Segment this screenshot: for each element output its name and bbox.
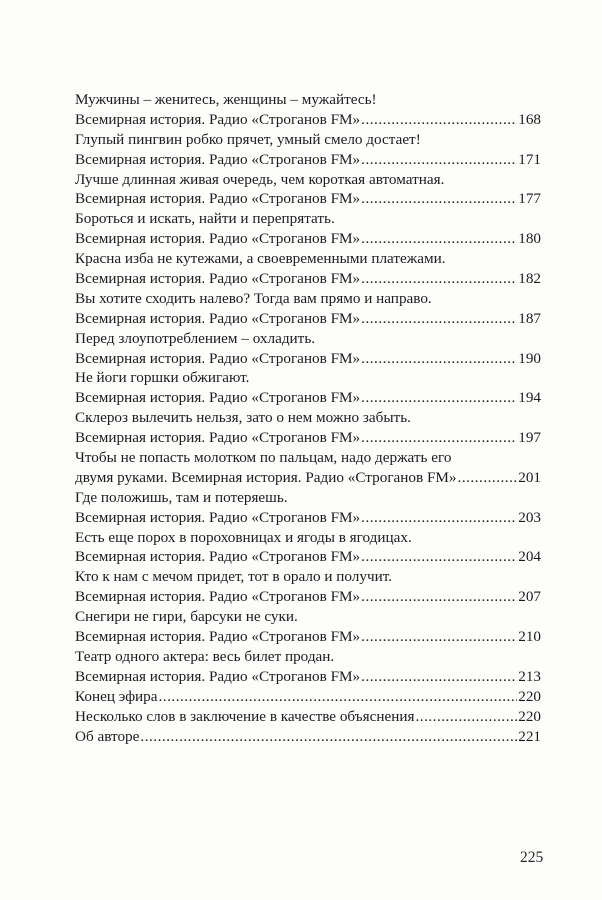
toc-entry [75,309,541,329]
toc-text: Лучше длинная живая очередь, чем короткая автоматная. [75,170,445,188]
toc-page-number: 210 [518,628,541,646]
toc-text: Всемирная история. Радио «Строганов FM» [75,110,361,128]
toc-entry [75,349,541,369]
toc-page-number: 180 [518,230,541,248]
toc-page-number: 177 [518,190,541,208]
toc-chapter-title [75,130,541,150]
toc-text: Всемирная история. Радио «Строганов FM» [75,628,361,646]
toc-text: Глупый пингвин робко прячет, умный смело достает! [75,130,421,148]
toc-text: Всемирная история. Радио «Строганов FM» [75,349,361,367]
toc-text: Всемирная история. Радио «Строганов FM» [75,667,361,685]
toc-text: Всемирная история. Радио «Строганов FM» [75,230,361,248]
toc-chapter-title [75,329,541,349]
toc-chapter-title [75,289,541,309]
dot-leader [361,309,517,329]
toc-chapter-title [75,528,541,548]
dot-leader [415,707,517,727]
toc-text: Несколько слов в заключение в качестве объяснения [75,707,415,725]
toc-text: Бороться и искать, найти и перепрятать. [75,210,335,228]
toc-text: Конец эфира [75,687,158,705]
toc-entry [75,468,541,488]
toc-text: Всемирная история. Радио «Строганов FM» [75,508,361,526]
toc-text: Всемирная история. Радио «Строганов FM» [75,429,361,447]
toc-text: Всемирная история. Радио «Строганов FM» [75,150,361,168]
dot-leader [361,627,517,647]
toc-text: Не йоги горшки обжигают. [75,369,250,387]
toc-entry [75,428,541,448]
toc-text: Мужчины – женитесь, женщины – мужайтесь! [75,91,377,108]
page-number: 225 [520,849,544,866]
dot-leader [361,229,517,249]
toc-entry [75,627,541,647]
dot-leader [458,468,518,488]
toc-text: Где положишь, там и потеряешь. [75,488,288,506]
toc-text: Перед злоупотреблением – охладить. [75,329,316,347]
toc-page-number: 220 [518,687,541,705]
dot-leader [361,349,517,369]
toc-entry [75,707,541,727]
dot-leader [361,667,517,687]
toc-entry [75,587,541,607]
toc-page-number: 168 [518,110,541,128]
toc-entry [75,727,541,747]
toc-entry [75,189,541,209]
toc-chapter-title [75,647,541,667]
toc-chapter-title [75,368,541,388]
toc-page-number: 213 [518,667,541,685]
toc-text: Всемирная история. Радио «Строганов FM» [75,389,361,407]
toc-text: Театр одного актера: весь билет продан. [75,647,335,665]
toc-entry [75,388,541,408]
toc-page-number: 201 [518,468,541,486]
dot-leader [361,388,517,408]
toc-entry [75,269,541,289]
dot-leader [361,428,517,448]
toc-page-number: 220 [518,707,541,725]
dot-leader [361,189,517,209]
toc-entry [75,667,541,687]
toc-text: Всемирная история. Радио «Строганов FM» [75,190,361,208]
toc-entry [75,687,541,707]
toc-page-number: 182 [518,270,541,288]
toc-chapter-title [75,607,541,627]
toc-entry [75,110,541,130]
toc-chapter-title [75,567,541,587]
toc-chapter-title [75,249,541,269]
toc-page-number: 203 [518,508,541,526]
toc-text: Снегири не гири, барсуки не суки. [75,608,298,626]
dot-leader [159,687,518,707]
toc-text: Красна изба не кутежами, а своевременными платежами. [75,250,446,268]
toc-text: Чтобы не попасть молотком по пальцам, надо держать его [75,449,452,467]
dot-leader [361,547,517,567]
dot-leader [361,587,517,607]
toc-text: Всемирная история. Радио «Строганов FM» [75,548,361,566]
toc-chapter-title [75,448,541,468]
toc-page-number: 207 [518,588,541,606]
toc-entry [75,547,541,567]
toc-chapter-title [75,488,541,508]
dot-leader [361,508,517,528]
dot-leader [140,727,517,747]
toc-entry [75,508,541,528]
toc-text: двумя руками. Всемирная история. Радио «Строганов FM» [75,468,457,486]
toc-page-number: 194 [518,389,541,407]
toc-entry [75,229,541,249]
toc-page-number: 171 [518,150,541,168]
toc-page-number: 197 [518,429,541,447]
toc-page-number: 190 [518,349,541,367]
table-of-contents [75,90,541,746]
toc-page-number: 187 [518,309,541,327]
toc-chapter-title [75,209,541,229]
toc-text: Склероз вылечить нельзя, зато о нем можно забыть. [75,409,411,427]
toc-page-number: 221 [518,727,541,745]
toc-chapter-title [75,90,541,110]
dot-leader [361,269,517,289]
toc-chapter-title [75,408,541,428]
toc-chapter-title [75,170,541,190]
toc-text: Есть еще порох в пороховницах и ягоды в ягодицах. [75,528,412,546]
toc-text: Всемирная история. Радио «Строганов FM» [75,270,361,288]
dot-leader [361,150,517,170]
toc-text: Вы хотите сходить налево? Тогда вам прямо и направо. [75,289,432,307]
toc-text: Всемирная история. Радио «Строганов FM» [75,588,361,606]
toc-text: Всемирная история. Радио «Строганов FM» [75,309,361,327]
toc-entry [75,150,541,170]
toc-text: Об авторе [75,727,140,745]
toc-text: Кто к нам с мечом придет, тот в орало и получит. [75,568,393,586]
toc-page-number: 204 [518,548,541,566]
dot-leader [361,110,517,130]
